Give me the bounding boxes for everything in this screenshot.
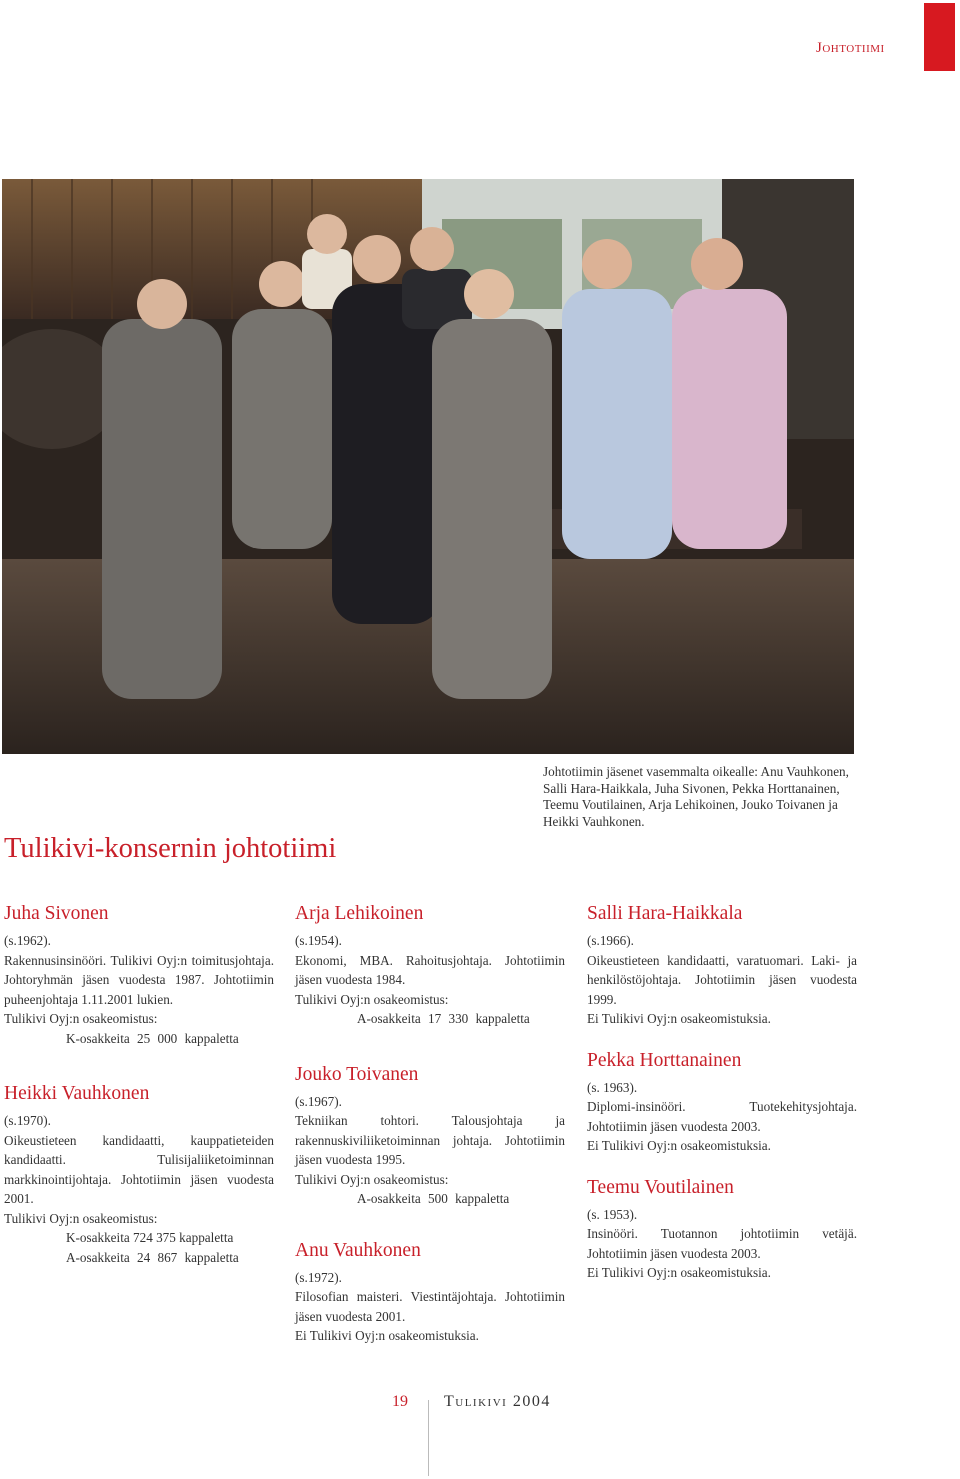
footer-divider xyxy=(428,1400,429,1476)
person-arja-lehikoinen xyxy=(295,902,565,1029)
person-heikki-vauhkonen xyxy=(4,1082,274,1267)
photo-caption: Johtotiimin jäsenet vasemmalta oikealle: Anu Vauhkonen, Salli Hara-Haikkala, Juha Sivonen, Pekka Horttanainen, Teemu Voutilainen, Arja Lehikoinen, Jouko Toivanen ja Heikki Vauhkonen. xyxy=(543,764,849,829)
person-bio: Filosofian maisteri. Viestintäjohtaja. Johtotiimin jäsen vuodesta 2001. xyxy=(295,1289,565,1324)
person-born: (s.1972). xyxy=(295,1269,342,1285)
person-name: Juha Sivonen xyxy=(4,903,109,924)
group-photo xyxy=(2,179,854,754)
ownership-label: Tulikivi Oyj:n osakeomistus: xyxy=(4,1011,158,1026)
person-born: (s. 1963). xyxy=(587,1079,638,1095)
share-row: K-osakkeita 724 375 kappaletta xyxy=(66,1230,234,1245)
person-pekka-horttanainen xyxy=(587,1049,857,1156)
person-born: (s.1967). xyxy=(295,1093,342,1109)
column-2 xyxy=(295,902,565,1366)
group-photo-icon xyxy=(2,179,854,754)
ownership-text: Ei Tulikivi Oyj:n osakeomistuksia. xyxy=(587,1138,771,1153)
ownership-label: Tulikivi Oyj:n osakeomistus: xyxy=(295,991,449,1007)
section-color-tab xyxy=(924,3,955,71)
person-born: (s. 1953). xyxy=(587,1206,638,1222)
person-jouko-toivanen xyxy=(295,1063,565,1209)
person-name: Arja Lehikoinen xyxy=(295,903,424,924)
person-name: Salli Hara-Haikkala xyxy=(587,903,743,924)
person-bio: Oikeustieteen kandidaatti, varatuomari. Laki- ja henkilöstöjohtaja. Johtotiimin jäsen vuodesta 1999. xyxy=(587,952,857,1007)
page-number: 19 xyxy=(392,1393,408,1410)
person-name: Anu Vauhkonen xyxy=(295,1239,421,1261)
person-teemu-voutilainen xyxy=(587,1176,857,1283)
person-juha-sivonen xyxy=(4,902,274,1048)
person-name: Heikki Vauhkonen xyxy=(4,1083,150,1104)
ownership-label: Tulikivi Oyj:n osakeomistus: xyxy=(4,1210,158,1226)
ownership-text: Ei Tulikivi Oyj:n osakeomistuksia. xyxy=(295,1328,479,1343)
person-bio: Diplomi-insinööri. Tuotekehitysjohtaja. Johtotiimin jäsen vuodesta 2003. xyxy=(587,1099,857,1134)
ownership-text: Ei Tulikivi Oyj:n osakeomistuksia. xyxy=(587,1011,771,1026)
person-bio: Tekniikan tohtori. Talousjohtaja ja rakennuskiviliiketoiminnan johtaja. Johtotiimin jäsen vuodesta 1995. xyxy=(295,1113,565,1167)
share-row: A-osakkeita 500 kappaletta xyxy=(357,1191,510,1206)
share-row: K-osakkeita 25 000 kappaletta xyxy=(66,1030,239,1046)
page-title: Tulikivi-konsernin johtotiimi xyxy=(4,833,337,864)
person-born: (s.1970). xyxy=(4,1113,51,1128)
person-born: (s.1962). xyxy=(4,933,51,948)
person-bio: Rakennusinsinööri. Tulikivi Oyj:n toimitusjohtaja. Johtoryhmän jäsen vuodesta 1987. Johtotiimin puheenjohtaja 1.11.2001 lukien. xyxy=(4,952,274,1007)
ownership-text: Ei Tulikivi Oyj:n osakeomistuksia. xyxy=(587,1265,771,1280)
share-row: A-osakkeita 24 867 kappaletta xyxy=(66,1249,239,1265)
ownership-label: Tulikivi Oyj:n osakeomistus: xyxy=(295,1171,449,1187)
column-3 xyxy=(587,902,857,1303)
column-1 xyxy=(4,902,274,1287)
section-label: Johtotiimi xyxy=(816,40,885,56)
person-name: Pekka Horttanainen xyxy=(587,1049,742,1071)
person-born: (s.1966). xyxy=(587,933,634,948)
person-name: Jouko Toivanen xyxy=(295,1063,419,1085)
footer-brand: Tulikivi 2004 xyxy=(444,1393,551,1410)
share-row: A-osakkeita 17 330 kappaletta xyxy=(357,1011,530,1026)
person-bio: Insinööri. Tuotannon johtotiimin vetäjä. Johtotiimin jäsen vuodesta 2003. xyxy=(587,1226,857,1261)
person-name: Teemu Voutilainen xyxy=(587,1176,734,1198)
person-anu-vauhkonen xyxy=(295,1239,565,1346)
person-bio: Oikeustieteen kandidaatti, kauppatieteiden kandidaatti. Tulisijaliiketoiminnan markkinointijohtaja. Johtotiimin jäsen vuodesta 2001. xyxy=(4,1132,274,1206)
person-born: (s.1954). xyxy=(295,933,342,948)
person-salli-hara-haikkala xyxy=(587,902,857,1029)
person-bio: Ekonomi, MBA. Rahoitusjohtaja. Johtotiimin jäsen vuodesta 1984. xyxy=(295,952,565,987)
